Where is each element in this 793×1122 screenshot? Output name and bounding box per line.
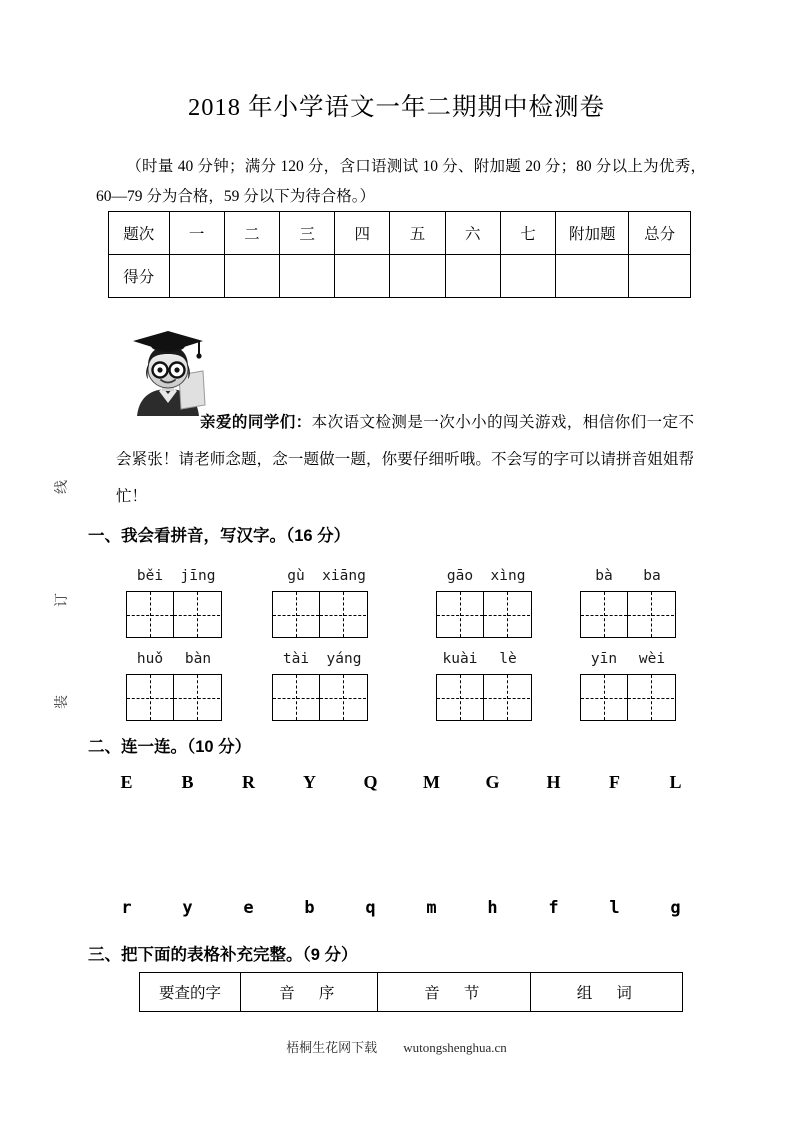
pinyin-group-yinwei [580, 645, 676, 721]
pinyin-labels [436, 645, 532, 667]
pinyin-syllable: lè [499, 651, 517, 667]
greeting-body: 本次语文检测是一次小小的闯关游戏，相信你们一定不会紧张！请老师念题，念一题做一题，你要仔细听哦。不会写的字可以请拼音姐姐帮忙！ [116, 414, 694, 505]
letter-lowercase[interactable]: l [609, 898, 620, 918]
letter-lowercase[interactable]: y [182, 898, 193, 918]
letter-uppercase[interactable]: B [181, 772, 194, 792]
table-row [109, 212, 691, 255]
tianzige-grid[interactable] [272, 674, 368, 721]
pinyin-group-beijing [126, 562, 222, 638]
tianzige-cell[interactable] [483, 675, 529, 720]
pinyin-syllable: xiāng [322, 568, 366, 584]
pinyin-group-guxiang [272, 562, 368, 638]
tianzige-grid[interactable] [272, 591, 368, 638]
score-entry-cell[interactable] [629, 255, 691, 298]
pinyin-group-taiyang [272, 645, 368, 721]
tianzige-grid[interactable] [436, 591, 532, 638]
pinyin-syllable: yáng [326, 651, 362, 667]
score-entry-cell[interactable] [224, 255, 279, 298]
pinyin-syllable: jīng [180, 568, 216, 584]
letter-lowercase[interactable]: m [426, 898, 437, 918]
pinyin-syllable: xìng [490, 568, 526, 584]
pinyin-labels [272, 562, 368, 584]
letter-lowercase[interactable]: r [121, 898, 132, 918]
pinyin-syllable: wèi [638, 651, 666, 667]
score-table-header-cell: 三 [279, 212, 334, 255]
letter-lowercase[interactable]: b [304, 898, 315, 918]
letter-uppercase[interactable]: L [669, 772, 682, 792]
margin-mark-line: 线 [55, 480, 70, 494]
tianzige-cell[interactable] [437, 592, 483, 637]
lowercase-letter-row [96, 898, 706, 918]
letter-uppercase[interactable]: Q [363, 772, 378, 792]
pinyin-group-kuaile [436, 645, 532, 721]
pinyin-syllable: gāo [446, 568, 474, 584]
letter-lowercase[interactable]: h [487, 898, 498, 918]
pinyin-syllable: kuài [442, 651, 478, 667]
pinyin-labels [126, 645, 222, 667]
score-table [108, 211, 691, 298]
tianzige-cell[interactable] [437, 675, 483, 720]
pinyin-writing-row-1 [0, 562, 793, 636]
score-entry-cell[interactable] [445, 255, 500, 298]
greeting-lead: 亲爱的同学们： [200, 414, 312, 431]
table-row [109, 255, 691, 298]
pinyin-syllable: bà [595, 568, 613, 584]
letter-uppercase[interactable]: M [423, 772, 440, 792]
pinyin-labels [126, 562, 222, 584]
pinyin-syllable: běi [136, 568, 164, 584]
score-entry-cell[interactable] [556, 255, 629, 298]
dict-table-header-cell: 要查的字 [140, 973, 241, 1012]
exam-meta [96, 152, 706, 212]
letter-uppercase[interactable]: G [485, 772, 500, 792]
dictionary-lookup-table [139, 972, 683, 1012]
section-heading-2: 二、连一连。（10 分） [88, 738, 252, 756]
section-heading-3: 三、把下面的表格补充完整。（9 分） [88, 946, 358, 964]
score-table-header-cell: 总分 [629, 212, 691, 255]
dict-table-header-cell: 音 序 [241, 973, 378, 1012]
uppercase-letter-row [96, 772, 706, 793]
letter-lowercase[interactable]: q [365, 898, 376, 918]
score-table-header-cell: 二 [224, 212, 279, 255]
dict-table-header-cell: 组 词 [531, 973, 683, 1012]
section-heading-1: 一、我会看拼音，写汉字。（16 分） [88, 527, 351, 545]
pinyin-syllable: ba [643, 568, 661, 584]
page-title: 2018 年小学语文一年二期期中检测卷 [187, 94, 606, 121]
table-row [140, 973, 683, 1012]
tianzige-cell[interactable] [581, 675, 627, 720]
pinyin-syllable: gù [287, 568, 305, 584]
tianzige-cell[interactable] [173, 592, 219, 637]
score-entry-cell[interactable] [500, 255, 555, 298]
score-entry-cell[interactable] [279, 255, 334, 298]
letter-uppercase[interactable]: H [546, 772, 561, 792]
tianzige-cell[interactable] [127, 675, 173, 720]
pinyin-syllable: yīn [590, 651, 618, 667]
footer-source: 梧桐生花网下载 [286, 1040, 378, 1055]
tianzige-cell[interactable] [319, 592, 365, 637]
pinyin-labels [436, 562, 532, 584]
score-table-header-cell: 七 [500, 212, 555, 255]
score-table-header-cell: 六 [445, 212, 500, 255]
tianzige-cell[interactable] [319, 675, 365, 720]
score-entry-cell[interactable] [390, 255, 445, 298]
letter-uppercase[interactable]: Y [303, 772, 316, 792]
tianzige-cell[interactable] [127, 592, 173, 637]
greeting-paragraph [116, 404, 694, 515]
score-row-label: 得分 [109, 255, 170, 298]
tianzige-cell[interactable] [173, 675, 219, 720]
pinyin-group-baba [580, 562, 676, 638]
letter-uppercase[interactable]: F [609, 772, 620, 792]
dict-table-header-cell: 音 节 [378, 973, 531, 1012]
pinyin-group-huoban [126, 645, 222, 721]
pinyin-labels [580, 645, 676, 667]
tianzige-cell[interactable] [273, 675, 319, 720]
pinyin-group-gaoxing [436, 562, 532, 638]
letter-uppercase[interactable]: R [242, 772, 255, 792]
score-entry-cell[interactable] [335, 255, 390, 298]
tianzige-cell[interactable] [483, 592, 529, 637]
tianzige-cell[interactable] [627, 592, 673, 637]
letter-lowercase[interactable]: e [243, 898, 254, 918]
tianzige-cell[interactable] [627, 675, 673, 720]
pinyin-syllable: bàn [184, 651, 212, 667]
pinyin-labels [580, 562, 676, 584]
footer-site: wutongshenghua.cn [403, 1040, 507, 1055]
score-table-header-cell: 一 [169, 212, 224, 255]
score-table-header-cell: 四 [335, 212, 390, 255]
tianzige-grid[interactable] [126, 674, 222, 721]
letter-uppercase[interactable]: E [120, 772, 133, 792]
score-table-header-cell: 五 [390, 212, 445, 255]
pinyin-labels [272, 645, 368, 667]
score-entry-cell[interactable] [169, 255, 224, 298]
exam-meta-line-1: （时量 40 分钟；满分 120 分，含口语测试 10 分、附加题 20 分； [126, 158, 577, 175]
exam-meta-line-2: 80 分以上为优秀，60—79 分为合格，59 分以下为待合格。） [96, 158, 706, 205]
pinyin-syllable: huǒ [136, 651, 164, 667]
score-table-header-cell: 题次 [109, 212, 170, 255]
tianzige-grid[interactable] [580, 591, 676, 638]
tianzige-cell[interactable] [273, 592, 319, 637]
tianzige-cell[interactable] [581, 592, 627, 637]
margin-mark-bind: 订 [55, 593, 70, 607]
letter-lowercase[interactable]: g [670, 898, 681, 918]
score-table-header-cell: 附加题 [556, 212, 629, 255]
pinyin-writing-row-2 [0, 645, 793, 719]
tianzige-grid[interactable] [126, 591, 222, 638]
tianzige-grid[interactable] [580, 674, 676, 721]
letter-lowercase[interactable]: f [548, 898, 559, 918]
margin-mark-assemble: 装 [55, 695, 70, 709]
tianzige-grid[interactable] [436, 674, 532, 721]
pinyin-syllable: tài [282, 651, 310, 667]
footer-watermark [0, 1037, 793, 1056]
